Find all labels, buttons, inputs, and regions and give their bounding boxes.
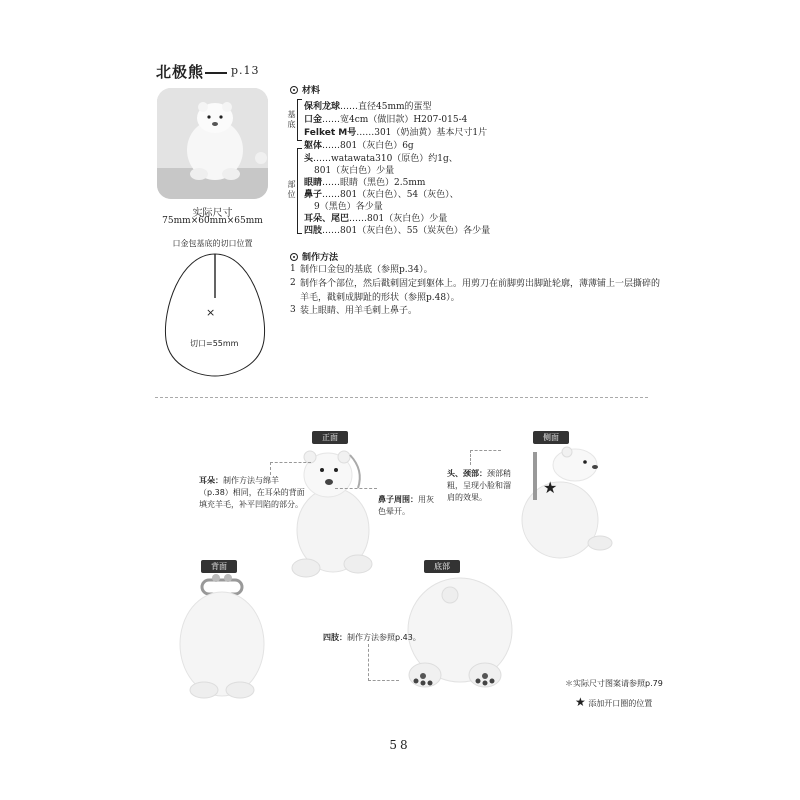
material-row: 头……watawata310（原色）约1g、 bbox=[304, 154, 458, 164]
step-text: 装上眼睛、用羊毛刺上鼻子。 bbox=[300, 306, 418, 316]
title-dash bbox=[205, 72, 227, 74]
method-heading: 制作方法 bbox=[290, 250, 338, 263]
step-number: 3 bbox=[290, 305, 296, 315]
material-row: 眼睛……眼睛（黑色）2.5mm bbox=[304, 178, 426, 188]
view-tab-bottom: 底部 bbox=[424, 560, 460, 573]
guide-line bbox=[270, 462, 311, 475]
page-title: 北极熊 bbox=[156, 63, 205, 81]
step-text: 制作口金包的基底（参照p.34）。 bbox=[300, 265, 433, 275]
note-head-neck: 头、颈部：颈部稍粗，呈现小脸和溜肩的效果。 bbox=[447, 469, 511, 502]
note-limbs: 四肢：制作方法参照p.43。 bbox=[323, 633, 421, 642]
view-tab-front: 正面 bbox=[312, 431, 348, 444]
material-row: 鼻子……801（灰白色）、54（灰色）、 bbox=[304, 190, 459, 200]
material-row: 口金……宽4cm（做旧款）H207-015-4 bbox=[304, 115, 468, 125]
material-row: 耳朵、尾巴……801（灰白色）少量 bbox=[304, 214, 448, 224]
step-number: 2 bbox=[290, 278, 296, 288]
section-divider bbox=[155, 397, 648, 398]
bullet-icon bbox=[290, 86, 298, 94]
step-number: 1 bbox=[290, 264, 296, 274]
bear-side-photo bbox=[505, 440, 615, 565]
view-tab-back: 背面 bbox=[201, 560, 237, 573]
title-page-ref: p.13 bbox=[231, 64, 260, 77]
cut-length-label: 切口=55mm bbox=[190, 339, 239, 348]
guide-line bbox=[470, 450, 501, 465]
guide-line bbox=[335, 488, 377, 490]
material-row: Felket M号……301（奶油黄）基本尺寸1片 bbox=[304, 128, 488, 138]
material-row-cont: 801（灰白色）少量 bbox=[314, 166, 395, 176]
star-icon: ★ bbox=[543, 478, 558, 497]
center-mark: × bbox=[206, 306, 216, 319]
note-nose: 鼻子周围：用灰色晕开。 bbox=[378, 495, 434, 516]
bear-back-photo bbox=[172, 572, 272, 702]
materials-heading: 材料 bbox=[290, 83, 320, 96]
parts-side-label: 部位 bbox=[287, 180, 296, 199]
bullet-icon bbox=[290, 253, 298, 261]
guide-line bbox=[368, 644, 399, 681]
template-label: 口金包基底的切口位置 bbox=[172, 239, 253, 248]
note-ears: 耳朵：制作方法与绵羊（p.38）相同，在耳朵的背面填充羊毛，补平凹陷的部分。 bbox=[199, 476, 305, 509]
step-text: 制作各个部位，然后戳刺固定到躯体上。用剪刀在前脚剪出脚趾轮廓，薄薄铺上一层撕碎的羊毛，戳刺成脚趾的形状（参照p.48）。 bbox=[300, 279, 661, 303]
actual-size-label: 实际尺寸 bbox=[192, 208, 233, 219]
material-row: 四肢……801（灰白色）、55（炭灰色）各少量 bbox=[304, 226, 491, 236]
view-tab-side: 侧面 bbox=[533, 431, 569, 444]
bear-photo bbox=[157, 88, 268, 199]
material-row-cont: 9（黑色）各少量 bbox=[314, 202, 383, 212]
material-row: 躯体……801（灰白色）6g bbox=[304, 141, 414, 151]
parts-bracket bbox=[297, 148, 302, 234]
footnote-actual-size: ＊实际尺寸图案请参照p.79 bbox=[565, 679, 663, 688]
actual-size-dimensions: 75mm×60mm×65mm bbox=[162, 216, 263, 226]
star-icon: ★ bbox=[575, 695, 586, 709]
material-row: 保利龙球……直径45mm的蛋型 bbox=[304, 102, 432, 112]
footnote-star: ★ 添加开口圈的位置 bbox=[575, 695, 653, 709]
base-side-label: 基底 bbox=[287, 110, 296, 129]
page-number: 58 bbox=[389, 738, 411, 752]
base-bracket bbox=[297, 99, 302, 141]
